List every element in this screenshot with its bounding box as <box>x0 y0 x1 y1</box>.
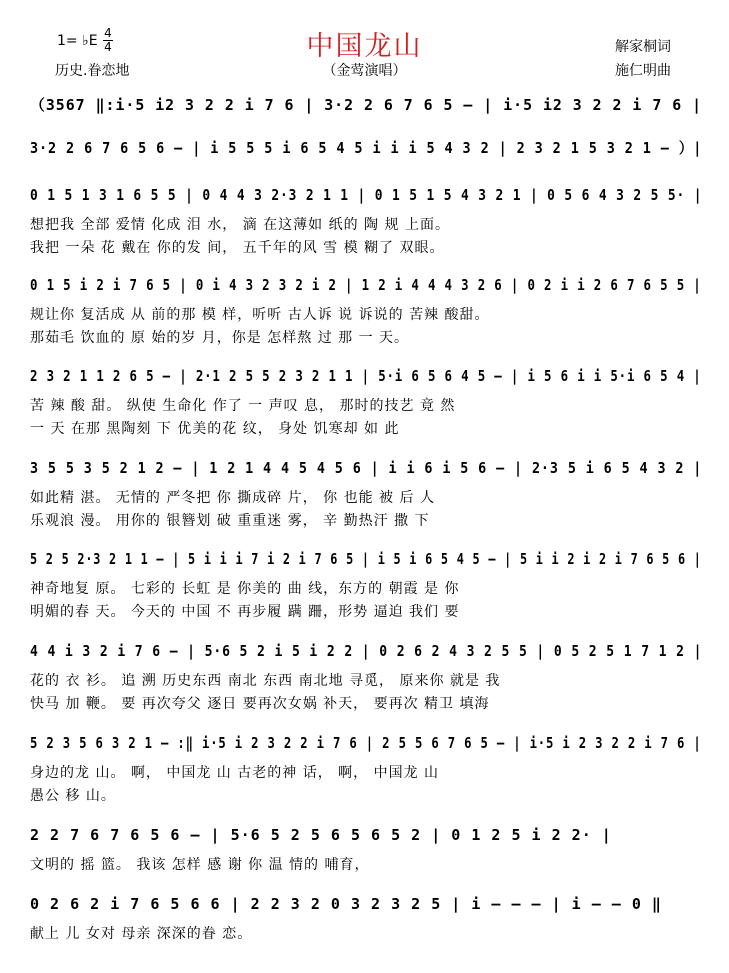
notation-line: 4 4 i 3 2 i 7 6 – | 5·6 5 2 i 5 i 2 2 | 0 2 6 2 4 3 2 5 5 | 0 5 2 5 1 7 1 2 | <box>30 642 703 660</box>
lyric-line: 那茹毛 饮血的 原 始的岁 月，你是 怎样熬 过 那 一 天。 <box>30 330 410 346</box>
lyric-line: 如此精 湛。 无情的 严冬把 你 撕成碎 片， 你 也能 被 后 人 <box>30 490 435 506</box>
lyric-line: 文明的 摇 篮。 我该 怎样 感 谢 你 温 情的 哺育， <box>30 857 370 873</box>
lyric-line: 献上 儿 女对 母亲 深深的眷 恋。 <box>30 926 253 942</box>
lyric-line: 愚公 移 山。 <box>30 788 116 804</box>
notation-line: 5 2 3 5 6 3 2 1 – :‖ i·5 i 2 3 2 2 i 7 6 | 2 5 5 6 7 6 5 – | i·5 i 2 3 2 2 i 7 6 | <box>30 734 702 752</box>
notation-line: 2 2 7 6 7 6 5 6 – | 5·6 5 2 5 6 5 6 5 2 | 0 1 2 5 i 2 2· | <box>30 826 612 844</box>
composer-credit: 施仁明曲 <box>615 63 671 79</box>
lyric-line: 苦 辣 酸 甜。 纵使 生命化 作了 一 声叹 息， 那时的技艺 竟 然 <box>30 398 456 414</box>
notation-line: 3·2 2 6 7 6 5 6 – | i 5 5 5 i 6 5 4 5 i i i 5 4 3 2 | 2 3 2 1 5 3 2 1 – ）| <box>30 139 703 157</box>
notation-line: 0 2 6 2 i 7 6 5 6 6 | 2 2 3 2 0 3 2 3 2 5 | i – – – | i – – 0 ‖ <box>30 895 662 913</box>
singer-credit: （金莺演唱） <box>322 63 407 79</box>
lyric-line: 明媚的春 天。 今天的 中国 不 再步履 蹒 跚，形势 逼迫 我们 要 <box>30 604 460 620</box>
notation-line: 2 3 2 1 1 2 6 5 – | 2·1 2 5 5 2 3 2 1 1 | 5·i 6 5 6 4 5 – | i 5 6 i i 5·i 6 5 4 | <box>30 367 702 385</box>
lyric-line: 快马 加 鞭。 要 再次夸父 逐日 要再次女娲 补天， 要再次 精卫 填海 <box>30 696 490 712</box>
lyric-line: 规让你 复活成 从 前的那 模 样，听听 古人诉 说 诉说的 苦辣 酸甜。 <box>30 307 490 323</box>
lyric-line: 一 天 在那 黑陶刻 下 优美的花 纹， 身处 饥寒却 如 此 <box>30 421 400 437</box>
notation-line: 3 5 5 3 5 2 1 2 – | 1 2 1 4 4 5 4 5 6 | i i 6 i 5 6 – | 2·3 5 i 6 5 4 3 2 | <box>30 459 703 477</box>
key-signature: 1= ♭E <box>57 33 98 49</box>
lyric-line: 身边的龙 山。 啊， 中国龙 山 古老的神 话， 啊， 中国龙 山 <box>30 765 440 781</box>
expression-mark: 历史.眷恋地 <box>55 63 130 79</box>
time-signature-top: 4 <box>104 26 112 40</box>
time-signature-bottom: 4 <box>104 40 112 54</box>
time-signature <box>103 28 113 53</box>
lyric-line: 我把 一朵 花 戴在 你的发 间， 五千年的风 雪 模 糊了 双眼。 <box>30 240 445 256</box>
lyric-line: 神奇地复 原。 七彩的 长虹 是 你美的 曲 线，东方的 朝霞 是 你 <box>30 581 460 597</box>
notation-line: 0 1 5 1 3 1 6 5 5 | 0 4 4 3 2·3 2 1 1 | 0 1 5 1 5 4 3 2 1 | 0 5 6 4 3 2 5 5· | <box>30 186 703 204</box>
lyricist-credit: 解家桐词 <box>615 39 671 55</box>
notation-line: 5 2 5 2·3 2 1 1 – | 5 i i i 7 i 2 i 7 6 5 | i 5 i 6 5 4 5 – | 5 i i 2 i 2 i 7 6 5 6 | <box>30 550 702 568</box>
song-title: 中国龙山 <box>306 31 423 62</box>
lyric-line: 乐观浪 漫。 用你的 银簪划 破 重重迷 雾， 辛 勤热汗 撒 下 <box>30 513 430 529</box>
lyric-line: 花的 衣 衫。 追 溯 历史东西 南北 东西 南北地 寻觅， 原来你 就是 我 <box>30 673 501 689</box>
notation-line: 0 1 5 i 2 i 7 6 5 | 0 i 4 3 2 3 2 i 2 | 1 2 i 4 4 4 3 2 6 | 0 2 i i 2 6 7 6 5 5 | <box>30 276 702 294</box>
lyric-line: 想把我 全部 爱情 化成 泪 水， 滴 在这薄如 纸的 陶 规 上面。 <box>30 217 450 233</box>
notation-line: （3567 ‖:i·5 i2 3 2 2 i 7 6 | 3·2 2 6 7 6 5 – | i·5 i2 3 2 2 i 7 6 | <box>30 96 703 114</box>
